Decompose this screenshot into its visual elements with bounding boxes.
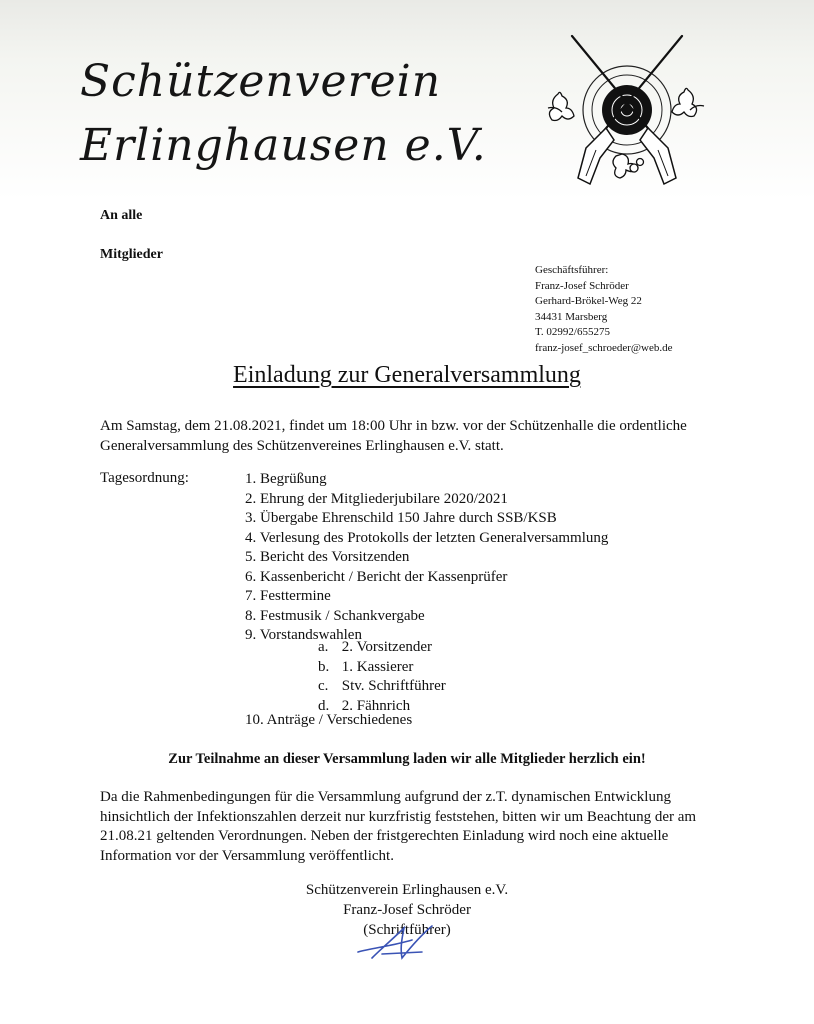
- agenda-item: 3. Übergabe Ehrenschild 150 Jahre durch SSB/KSB: [245, 510, 557, 526]
- recipient-line1: An alle: [100, 208, 143, 223]
- club-name-logotype: [80, 50, 487, 178]
- agenda-item: 9. Vorstandswahlen: [245, 627, 362, 643]
- agenda-item-last: 10. Anträge / Verschiedenes: [245, 712, 413, 728]
- election-subitem: [318, 677, 446, 697]
- document-title: Einladung zur Generalversammlung: [233, 362, 581, 388]
- sender-street: Gerhard-Brökel-Weg 22: [535, 295, 642, 308]
- covid-note-paragraph: Da die Rahmenbedingungen für die Versammlung aufgrund der z.T. dynamischen Entwicklung hinsichtlich der Infektionszahlen derzeit nur kurzfristig feststehen, bitten wir um Beachtung der am 21.08.21 geltenden Verordnungen. Neben der fristgerechten Einladung wird noch eine aktuelle Information vor der Versammlung veröffentlicht.: [100, 789, 697, 864]
- election-subitem: [318, 658, 446, 678]
- agenda-item: 4. Verlesung des Protokolls der letzten Generalversammlung: [245, 529, 609, 546]
- agenda-label: Tagesordnung:: [100, 470, 189, 486]
- club-name-line2: Erlinghausen e.V.: [80, 120, 487, 171]
- club-name-line1: Schützenverein: [80, 56, 442, 107]
- invitation-statement: Zur Teilnahme an dieser Versammlung laden wir alle Mitglieder herzlich ein!: [168, 751, 646, 767]
- election-subitem: [318, 638, 446, 658]
- agenda-item: 7. Festtermine: [245, 588, 331, 604]
- club-emblem-target-rifles-icon: [536, 28, 718, 193]
- sender-phone: T. 02992/655275: [535, 326, 610, 339]
- subitem-letter: a.: [318, 639, 329, 655]
- subitem-text: 2. Fähnrich: [341, 697, 411, 714]
- agenda-item: 1. Begrüßung: [245, 471, 327, 487]
- subitem-text: 2. Vorsitzender: [341, 639, 433, 655]
- subitem-letter: c.: [318, 678, 329, 694]
- election-sublist: [318, 638, 446, 716]
- sender-email: franz-josef_schroeder@web.de: [535, 341, 673, 354]
- agenda-item: 8. Festmusik / Schankvergabe: [245, 607, 425, 624]
- sender-city: 34431 Marsberg: [535, 310, 608, 323]
- recipient-line2: Mitglieder: [100, 247, 163, 262]
- subitem-text: Stv. Schriftführer: [341, 678, 446, 694]
- sender-address-block: [535, 263, 672, 357]
- intro-paragraph: Am Samstag, dem 21.08.2021, findet um 18:00 Uhr in bzw. vor der Schützenhalle die ordentliche Generalversammlung des Schützenvereines Erlinghausen e.V. statt.: [100, 418, 687, 454]
- closing-org: Schützenverein Erlinghausen e.V.: [305, 882, 509, 898]
- sender-role: Geschäftsführer:: [535, 264, 609, 276]
- handwritten-signature: [352, 918, 452, 966]
- closing-role: (Schriftführer): [363, 922, 451, 938]
- subitem-letter: b.: [318, 658, 330, 675]
- closing-name: Franz-Josef Schröder: [343, 902, 471, 918]
- subitem-letter: d.: [318, 697, 330, 714]
- agenda-list: [245, 470, 608, 646]
- agenda-item: 2. Ehrung der Mitgliederjubilare 2020/2021: [245, 490, 508, 507]
- subitem-text: 1. Kassierer: [341, 658, 414, 675]
- agenda-item: 5. Bericht des Vorsitzenden: [245, 549, 410, 565]
- sender-name: Franz-Josef Schröder: [535, 279, 629, 292]
- agenda-item: 6. Kassenbericht / Bericht der Kassenprüfer: [245, 568, 508, 585]
